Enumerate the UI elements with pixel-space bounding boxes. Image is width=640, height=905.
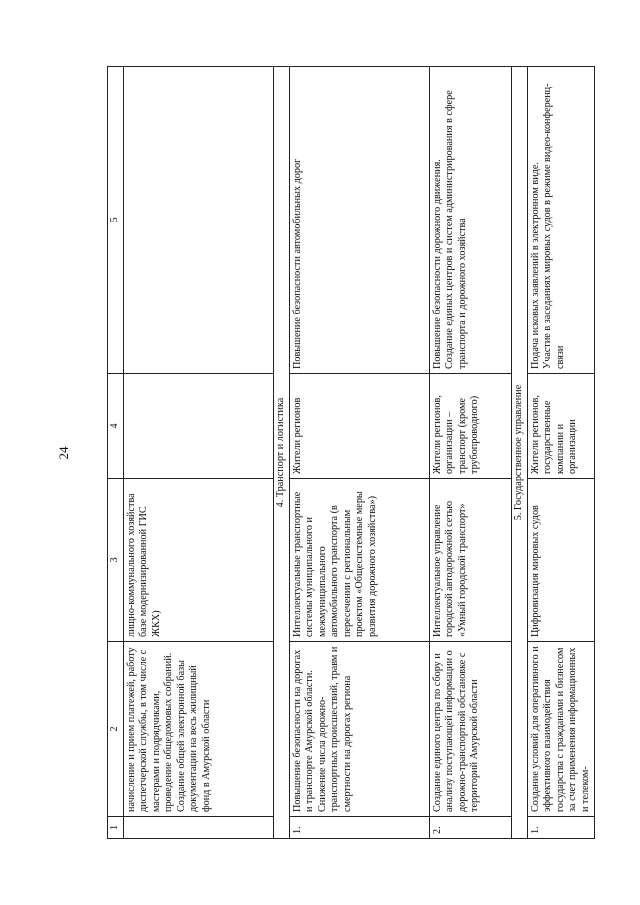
header-cell-4: 4: [108, 374, 124, 479]
task-paragraph: Создание единого центра по сбору и анализу поступающей информации о дорожно-транспортной обстановке с территорий Амурской области: [432, 650, 481, 812]
header-cell-3: 3: [108, 479, 124, 642]
project-cell: Интеллектуальное управление городской автодорожной сетью «Умный городской транспорт»: [430, 479, 512, 642]
projects-table: [107, 66, 595, 839]
beneficiary-cell: [124, 374, 274, 479]
effect-paragraph: Создание единых центров и систем администрирования в сфере транспорта и дорожного хозяйства: [444, 90, 468, 369]
project-cell: Цифровизация мировых судов: [528, 479, 595, 642]
table-row: [528, 67, 595, 839]
table-row: [290, 67, 430, 839]
row-number: 1.: [528, 817, 595, 839]
rotated-table-container: [107, 67, 591, 839]
task-paragraph: Повышение безопасности на дорогах и транспорте Амурской области.: [292, 649, 316, 812]
task-cell: [124, 642, 274, 817]
task-cell: [290, 642, 430, 817]
effect-cell: [290, 67, 430, 374]
section-header-row: [512, 67, 528, 839]
page-number: 24: [56, 446, 71, 460]
project-cell: лищно-коммунального хозяйства базе модернизированной ГИС ЖКХ): [124, 479, 274, 642]
project-cell: Интеллектуальные транспортные системы муниципального и межмуниципального автомобильного транспорта (в пересечении с региональным проектом «Общесистемные меры развития дорожного хозяйства»): [290, 479, 430, 642]
beneficiary-cell: Жители регионов: [290, 374, 430, 479]
header-row: [108, 67, 124, 839]
beneficiary-cell: Жители регионов, государственные компании и организации: [528, 374, 595, 479]
header-cell-1: 1: [108, 817, 124, 839]
task-paragraph: Создание условий для оперативного и эффективного взаимодействия государства с гражданами и бизнесом за счет применения информационных и телеком-: [530, 646, 591, 812]
header-cell-2: 2: [108, 642, 124, 817]
task-paragraph: Создание общей электронной базы документации на весь жилищный фонд в Амурской области: [175, 660, 212, 812]
task-paragraph: Снижение числа дорожно-транспортных происшествий, травм и смертности на дорогах региона: [316, 646, 353, 812]
header-cell-5: 5: [108, 67, 124, 374]
section-title: 5. Государственное управление: [512, 67, 528, 839]
beneficiary-cell: Жители регионов, организации – транспорт (кроме трубопроводного): [430, 374, 512, 479]
effect-paragraph: Подача исковых заявлений в электронном виде.: [530, 162, 541, 369]
section-title: 4. Транспорт и логистика: [274, 67, 290, 839]
task-cell: [528, 642, 595, 817]
effect-paragraph: Участие в заседаниях мировых судов в режиме видео-конференц-связи: [542, 83, 566, 369]
effect-paragraph: Повышение безопасности автомобильных дорог: [292, 158, 303, 369]
row-number: 2.: [430, 817, 512, 839]
effect-paragraph: Повышение безопасности дорожного движения.: [432, 159, 443, 369]
section-header-row: [274, 67, 290, 839]
row-number: [124, 817, 274, 839]
row-number: 1.: [290, 817, 430, 839]
task-paragraph: начисление и прием платежей, работу диспетчерской службы, в том числе с мастерами и подрядчиками, проведение общедомовых собраний.: [126, 647, 175, 812]
effect-cell: [528, 67, 595, 374]
table-row: [124, 67, 274, 839]
table-row: [430, 67, 512, 839]
effect-cell: [430, 67, 512, 374]
effect-cell: [124, 67, 274, 374]
task-cell: [430, 642, 512, 817]
